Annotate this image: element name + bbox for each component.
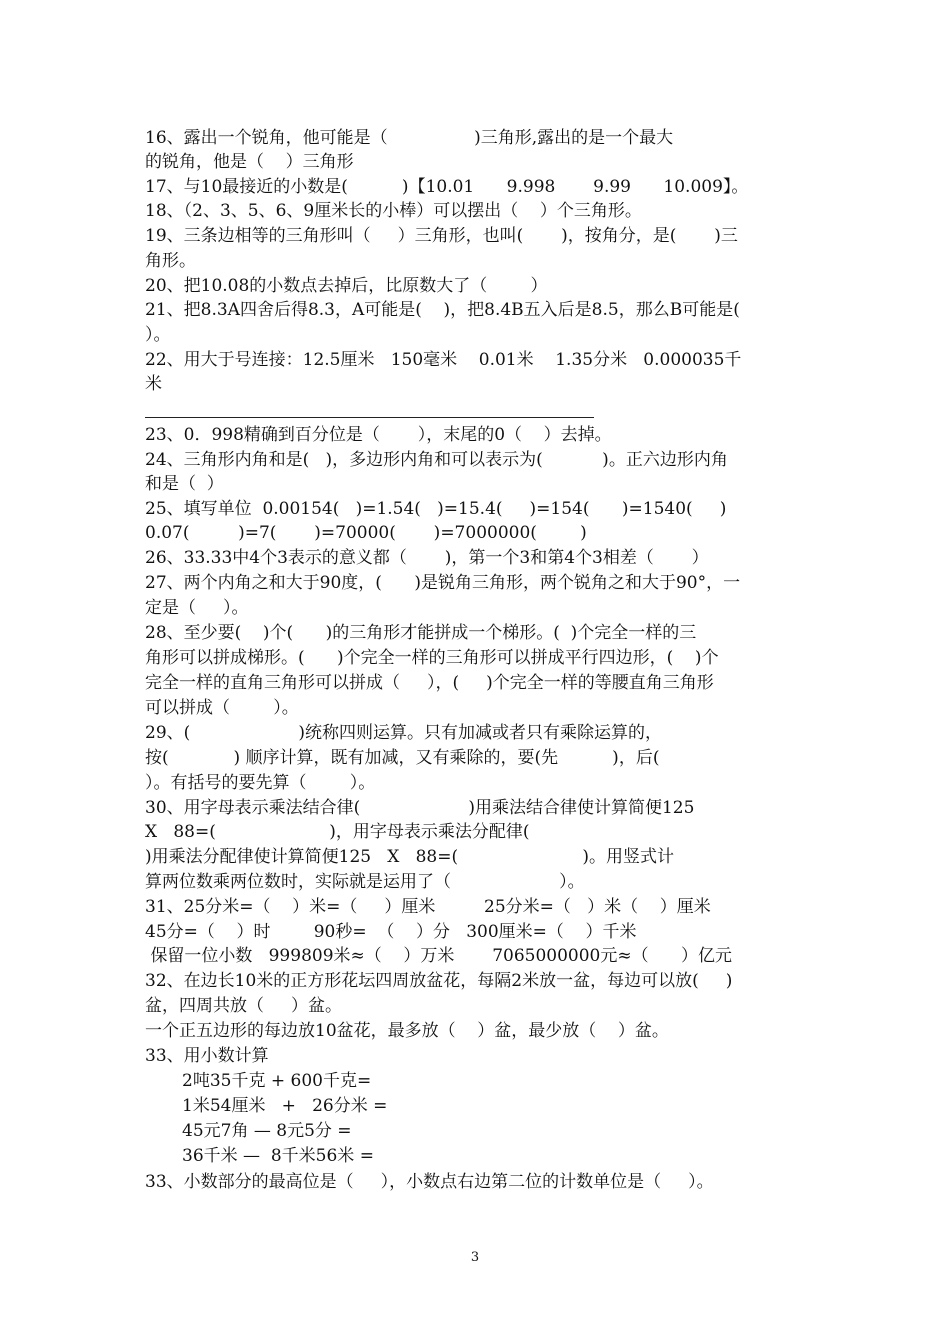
text-line: 30、用字母表示乘法结合律( )用乘法结合律使计算简便125 <box>145 798 695 818</box>
answer-underline <box>145 417 594 418</box>
text-line: 32、在边长10米的正方形花坛四周放盆花，每隔2米放一盆，每边可以放( ) <box>145 971 733 991</box>
text-line: 角形。 <box>145 251 196 271</box>
text-line: 22、用大于号连接：12.5厘米 150毫米 0.01米 1.35分米 0.000035千 <box>145 350 742 370</box>
page-number: 3 <box>470 1250 480 1265</box>
text-line: 28、至少要( )个( )的三角形才能拼成一个梯形。( )个完全一样的三 <box>145 623 697 643</box>
text-line: 29、( )统称四则运算。只有加减或者只有乘除运算的， <box>145 723 662 743</box>
text-line: 25、填写单位 0.00154( )=1.54( )=15.4( )=154( )=1540( ) <box>145 499 727 519</box>
text-line: 0.07( )=7( )=70000( )=7000000( ) <box>145 523 587 543</box>
text-line: 完全一样的直角三角形可以拼成（ ），( )个完全一样的等腰直角三角形 <box>145 673 714 693</box>
text-line: 一个正五边形的每边放10盆花，最多放（ ）盆，最少放（ ）盆。 <box>145 1021 669 1041</box>
text-line: X 88=( )，用字母表示乘法分配律( <box>145 822 530 842</box>
text-line: 可以拼成（ ）。 <box>145 698 299 718</box>
text-line: 31、25分米=（ ）米=（ ）厘米 25分米=（ ）米（ ）厘米 <box>145 897 711 917</box>
calc-line: 2吨35千克 + 600千克= <box>182 1071 372 1091</box>
text-line: ）。 <box>145 325 171 345</box>
text-line: ）。有括号的要先算（ ）。 <box>145 773 376 793</box>
text-line: 按( ) 顺序计算，既有加减，又有乘除的，要(先 )，后( <box>145 748 660 768</box>
text-line: 角形可以拼成梯形。( )个完全一样的三角形可以拼成平行四边形，( )个 <box>145 648 719 668</box>
text-line: 的锐角，他是（ ）三角形 <box>145 152 354 172</box>
text-line: 定是（ ）。 <box>145 598 249 618</box>
calc-line: 1米54厘米 + 26分米 = <box>182 1096 388 1116</box>
text-line: )用乘法分配律使计算简便125 X 88=( )。用竖式计 <box>145 847 675 867</box>
text-line: 19、三条边相等的三角形叫（ ）三角形，也叫( )，按角分，是( )三 <box>145 226 738 246</box>
text-line: 20、把10.08的小数点去掉后，比原数大了（ ） <box>145 276 548 296</box>
text-line: 盆，四周共放（ ）盆。 <box>145 996 343 1016</box>
text-line: 和是（ ） <box>145 474 224 494</box>
text-line: 45分=（ ）时 90秒= （ ）分 300厘米=（ ）千米 <box>145 922 637 942</box>
calc-line: 45元7角 — 8元5分 = <box>182 1121 352 1141</box>
text-line: 17、与10最接近的小数是( )【10.01 9.998 9.99 10.009】。 <box>145 177 749 197</box>
text-line: 算两位数乘两位数时，实际就是运用了（ ）。 <box>145 872 585 892</box>
calc-line: 36千米 — 8千米56米 = <box>182 1146 374 1166</box>
text-line: 27、两个内角之和大于90度，( )是锐角三角形，两个锐角之和大于90°，一 <box>145 573 741 593</box>
text-line: 23、0．998精确到百分位是（ ），末尾的0（ ）去掉。 <box>145 425 612 445</box>
text-line: 米 <box>145 374 162 394</box>
text-line: 33、小数部分的最高位是（ ），小数点右边第二位的计数单位是（ ）。 <box>145 1172 714 1192</box>
text-line: 21、把8.3A四舍后得8.3，A可能是( )，把8.4B五入后是8.5，那么B可能是( <box>145 300 740 320</box>
text-line: 26、33.33中4个3表示的意义都（ )，第一个3和第4个3相差（ ） <box>145 548 709 568</box>
text-line: 18、（2、3、5、6、9厘米长的小棒）可以摆出（ ）个三角形。 <box>145 201 642 221</box>
text-line: 24、三角形内角和是( )，多边形内角和可以表示为( )。正六边形内角 <box>145 450 728 470</box>
text-line: 保留一位小数 999809米≈（ ）万米 7065000000元≈（ ）亿元 <box>145 946 733 966</box>
text-line: 33、用小数计算 <box>145 1046 269 1066</box>
text-line: 16、露出一个锐角，他可能是（ )三角形,露出的是一个最大 <box>145 128 674 148</box>
